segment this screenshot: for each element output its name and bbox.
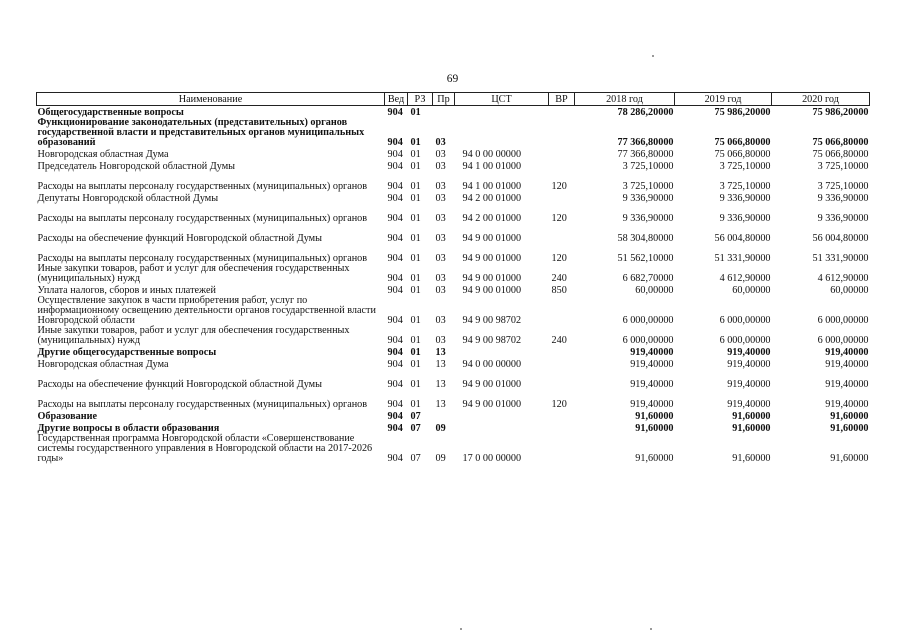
table-row <box>37 410 870 422</box>
row-amount-2019: 919,40000 <box>727 359 771 370</box>
row-ved: 904 <box>387 137 403 148</box>
row-name: Осуществление закупок в части приобретения работ, услуг по информационному освещению деятельности органов государственной власти Новгородской области <box>37 295 376 326</box>
row-amount-2019: 75 066,80000 <box>714 137 771 148</box>
row-vr: 120 <box>551 399 567 410</box>
row-name: Иные закупки товаров, работ и услуг для обеспечения государственных (муниципальных) нужд <box>37 263 350 284</box>
row-amount-2020: 6 000,00000 <box>817 335 869 346</box>
row-name: Образование <box>37 411 98 422</box>
page-number: 69 <box>446 73 459 85</box>
row-name: Иные закупки товаров, работ и услуг для обеспечения государственных (муниципальных) нужд <box>37 325 350 346</box>
row-amount-2019: 3 725,10000 <box>719 181 771 192</box>
row-amount-2018: 9 336,90000 <box>622 193 674 204</box>
row-rz: 01 <box>410 253 421 264</box>
header-cst: ЦСТ <box>455 93 549 106</box>
row-cst: 94 1 00 01000 <box>462 161 522 172</box>
row-ved: 904 <box>387 453 403 464</box>
row-rz: 01 <box>410 379 421 390</box>
row-vr <box>549 148 575 160</box>
row-vr <box>549 224 575 244</box>
row-pr: 03 <box>435 213 446 224</box>
row-pr: 03 <box>435 285 446 296</box>
row-rz: 01 <box>410 285 421 296</box>
row-amount-2020: 4 612,90000 <box>817 273 869 284</box>
row-cst <box>455 422 549 434</box>
row-amount-2020: 91,60000 <box>830 411 869 422</box>
row-name: Уплата налогов, сборов и иных платежей <box>37 285 216 296</box>
row-amount-2018: 78 286,20000 <box>617 107 674 118</box>
row-name: Новгородская областная Дума <box>37 149 169 160</box>
table-header-row <box>37 93 870 106</box>
row-name: Государственная программа Новгородской области «Совершенствование системы государственного управления в Новгородской области на 2017-2026 годы» <box>37 433 373 464</box>
row-amount-2018: 9 336,90000 <box>622 213 674 224</box>
row-ved: 904 <box>387 379 403 390</box>
row-cst <box>455 118 549 148</box>
row-ved: 904 <box>387 359 403 370</box>
table-row <box>37 434 870 464</box>
row-amount-2018: 919,40000 <box>630 359 674 370</box>
row-vr: 120 <box>551 181 567 192</box>
row-ved: 904 <box>387 193 403 204</box>
row-name: Расходы на выплаты персоналу государственных (муниципальных) органов <box>37 253 368 264</box>
row-pr: 03 <box>435 181 446 192</box>
row-rz: 01 <box>410 181 421 192</box>
table-row <box>37 390 870 410</box>
row-amount-2020: 919,40000 <box>825 347 869 358</box>
row-vr: 850 <box>551 285 567 296</box>
row-rz: 07 <box>410 423 421 434</box>
row-name: Расходы на обеспечение функций Новгородской областной Думы <box>37 379 322 390</box>
row-amount-2018: 58 304,80000 <box>617 233 674 244</box>
scan-artifact <box>652 55 654 57</box>
row-rz: 01 <box>410 137 421 148</box>
row-vr <box>549 106 575 119</box>
row-vr: 120 <box>551 213 567 224</box>
table-row <box>37 192 870 204</box>
row-pr: 03 <box>435 137 446 148</box>
row-amount-2020: 75 066,80000 <box>812 137 869 148</box>
row-vr <box>549 358 575 370</box>
row-cst: 94 0 00 00000 <box>462 149 522 160</box>
header-rz: РЗ <box>408 93 433 106</box>
row-cst <box>455 346 549 358</box>
row-cst: 94 9 00 01000 <box>462 273 522 284</box>
row-pr <box>433 106 455 119</box>
row-rz: 01 <box>410 347 421 358</box>
header-pr: Пр <box>433 93 455 106</box>
row-amount-2019: 60,00000 <box>732 285 771 296</box>
row-cst: 94 9 00 98702 <box>462 335 522 346</box>
row-amount-2020: 3 725,10000 <box>817 161 869 172</box>
scan-artifact <box>650 628 652 630</box>
row-pr: 03 <box>435 253 446 264</box>
row-vr <box>549 370 575 390</box>
row-rz: 01 <box>410 161 421 172</box>
header-2018: 2018 год <box>575 93 675 106</box>
row-ved: 904 <box>387 347 403 358</box>
table-row <box>37 358 870 370</box>
row-name: Расходы на выплаты персоналу государственных (муниципальных) органов <box>37 213 368 224</box>
row-ved: 904 <box>387 107 403 118</box>
row-vr: 240 <box>551 273 567 284</box>
row-ved: 904 <box>387 233 403 244</box>
row-ved: 904 <box>387 335 403 346</box>
row-name: Новгородская областная Дума <box>37 359 169 370</box>
row-amount-2020: 51 331,90000 <box>812 253 869 264</box>
row-amount-2018: 91,60000 <box>635 423 674 434</box>
table-row <box>37 370 870 390</box>
row-amount-2019: 919,40000 <box>727 379 771 390</box>
row-amount-2020: 919,40000 <box>825 379 869 390</box>
row-name: Общегосударственные вопросы <box>37 107 184 118</box>
row-amount-2020: 91,60000 <box>830 453 869 464</box>
row-name: Председатель Новгородской областной Думы <box>37 161 235 172</box>
row-amount-2019: 6 000,00000 <box>719 315 771 326</box>
row-amount-2019: 919,40000 <box>727 347 771 358</box>
row-amount-2019: 75 066,80000 <box>714 149 771 160</box>
row-cst: 17 0 00 00000 <box>462 453 522 464</box>
row-ved: 904 <box>387 285 403 296</box>
table-row <box>37 346 870 358</box>
row-amount-2018: 3 725,10000 <box>622 161 674 172</box>
row-amount-2019: 91,60000 <box>732 411 771 422</box>
row-pr: 13 <box>435 359 446 370</box>
table-row <box>37 224 870 244</box>
row-rz: 01 <box>410 359 421 370</box>
row-ved: 904 <box>387 315 403 326</box>
row-amount-2019: 75 986,20000 <box>714 107 771 118</box>
table-row <box>37 244 870 264</box>
row-name: Расходы на выплаты персоналу государственных (муниципальных) органов <box>37 181 368 192</box>
header-2019: 2019 год <box>675 93 772 106</box>
row-amount-2020: 75 066,80000 <box>812 149 869 160</box>
row-amount-2018: 3 725,10000 <box>622 181 674 192</box>
row-vr <box>549 118 575 148</box>
row-cst: 94 9 00 01000 <box>462 379 522 390</box>
row-amount-2019: 919,40000 <box>727 399 771 410</box>
row-rz: 01 <box>410 149 421 160</box>
row-vr <box>549 422 575 434</box>
row-pr: 03 <box>435 193 446 204</box>
row-ved: 904 <box>387 273 403 284</box>
row-amount-2018: 91,60000 <box>635 453 674 464</box>
row-pr: 03 <box>435 161 446 172</box>
row-amount-2019: 9 336,90000 <box>719 213 771 224</box>
row-pr <box>433 410 455 422</box>
row-ved: 904 <box>387 399 403 410</box>
row-ved: 904 <box>387 253 403 264</box>
row-amount-2019: 3 725,10000 <box>719 161 771 172</box>
row-amount-2019: 6 000,00000 <box>719 335 771 346</box>
row-amount-2018: 919,40000 <box>630 347 674 358</box>
row-amount-2020: 56 004,80000 <box>812 233 869 244</box>
row-cst: 94 0 00 00000 <box>462 359 522 370</box>
row-amount-2020: 60,00000 <box>830 285 869 296</box>
row-name: Расходы на выплаты персоналу государственных (муниципальных) органов <box>37 399 368 410</box>
row-cst: 94 9 00 01000 <box>462 285 522 296</box>
table-row <box>37 172 870 192</box>
row-name: Депутаты Новгородской областной Думы <box>37 193 219 204</box>
row-amount-2018: 6 000,00000 <box>622 335 674 346</box>
row-pr: 03 <box>435 273 446 284</box>
row-amount-2019: 91,60000 <box>732 453 771 464</box>
row-vr: 240 <box>551 335 567 346</box>
table-row <box>37 148 870 160</box>
row-amount-2019: 56 004,80000 <box>714 233 771 244</box>
row-amount-2018: 919,40000 <box>630 379 674 390</box>
row-vr <box>549 410 575 422</box>
row-cst: 94 9 00 01000 <box>462 253 522 264</box>
row-amount-2018: 60,00000 <box>635 285 674 296</box>
table-row <box>37 296 870 326</box>
row-pr: 09 <box>435 423 446 434</box>
row-rz: 01 <box>410 273 421 284</box>
table-row <box>37 326 870 346</box>
row-name: Расходы на обеспечение функций Новгородской областной Думы <box>37 233 322 244</box>
row-amount-2018: 51 562,10000 <box>617 253 674 264</box>
row-amount-2018: 77 366,80000 <box>617 137 674 148</box>
row-cst <box>455 106 549 119</box>
row-cst <box>455 410 549 422</box>
row-amount-2018: 6 682,70000 <box>622 273 674 284</box>
row-amount-2020: 919,40000 <box>825 399 869 410</box>
row-amount-2019: 9 336,90000 <box>719 193 771 204</box>
row-vr <box>549 160 575 172</box>
row-pr: 03 <box>435 233 446 244</box>
row-rz: 01 <box>410 213 421 224</box>
row-pr: 03 <box>435 335 446 346</box>
row-ved: 904 <box>387 423 403 434</box>
row-amount-2018: 919,40000 <box>630 399 674 410</box>
row-pr: 09 <box>435 453 446 464</box>
table-row <box>37 264 870 284</box>
row-amount-2018: 91,60000 <box>635 411 674 422</box>
row-pr: 13 <box>435 379 446 390</box>
row-rz: 01 <box>410 315 421 326</box>
row-vr: 120 <box>551 253 567 264</box>
budget-table <box>36 92 870 464</box>
row-pr: 13 <box>435 399 446 410</box>
row-rz: 01 <box>410 193 421 204</box>
row-cst: 94 2 00 01000 <box>462 213 522 224</box>
row-vr <box>549 296 575 326</box>
row-amount-2020: 75 986,20000 <box>812 107 869 118</box>
row-rz: 01 <box>410 107 421 118</box>
row-ved: 904 <box>387 181 403 192</box>
row-vr <box>549 434 575 464</box>
header-name: Наименование <box>37 93 385 106</box>
row-amount-2018: 6 000,00000 <box>622 315 674 326</box>
row-amount-2019: 4 612,90000 <box>719 273 771 284</box>
row-cst: 94 2 00 01000 <box>462 193 522 204</box>
row-amount-2020: 91,60000 <box>830 423 869 434</box>
table-row <box>37 204 870 224</box>
row-name: Функционирование законодательных (представительных) органов государственной власти и представительных органов муниципальных образований <box>37 117 365 148</box>
row-pr: 03 <box>435 149 446 160</box>
row-cst: 94 9 00 01000 <box>462 233 522 244</box>
row-rz: 07 <box>410 411 421 422</box>
row-rz: 01 <box>410 399 421 410</box>
scan-artifact <box>460 628 462 630</box>
row-amount-2020: 9 336,90000 <box>817 213 869 224</box>
row-rz: 07 <box>410 453 421 464</box>
row-amount-2020: 9 336,90000 <box>817 193 869 204</box>
row-cst: 94 1 00 01000 <box>462 181 522 192</box>
row-name: Другие вопросы в области образования <box>37 423 220 434</box>
row-amount-2020: 3 725,10000 <box>817 181 869 192</box>
row-rz: 01 <box>410 233 421 244</box>
row-cst: 94 9 00 01000 <box>462 399 522 410</box>
row-amount-2019: 91,60000 <box>732 423 771 434</box>
row-vr <box>549 346 575 358</box>
row-ved: 904 <box>387 411 403 422</box>
row-name: Другие общегосударственные вопросы <box>37 347 217 358</box>
row-cst: 94 9 00 98702 <box>462 315 522 326</box>
row-ved: 904 <box>387 161 403 172</box>
row-vr <box>549 192 575 204</box>
row-pr: 03 <box>435 315 446 326</box>
table-row <box>37 118 870 148</box>
row-ved: 904 <box>387 213 403 224</box>
header-ved: Вед <box>385 93 408 106</box>
row-amount-2018: 77 366,80000 <box>617 149 674 160</box>
row-amount-2020: 919,40000 <box>825 359 869 370</box>
header-vr: ВР <box>549 93 575 106</box>
row-ved: 904 <box>387 149 403 160</box>
row-rz: 01 <box>410 335 421 346</box>
row-pr: 13 <box>435 347 446 358</box>
header-2020: 2020 год <box>772 93 870 106</box>
row-amount-2019: 51 331,90000 <box>714 253 771 264</box>
row-amount-2020: 6 000,00000 <box>817 315 869 326</box>
table-row <box>37 160 870 172</box>
